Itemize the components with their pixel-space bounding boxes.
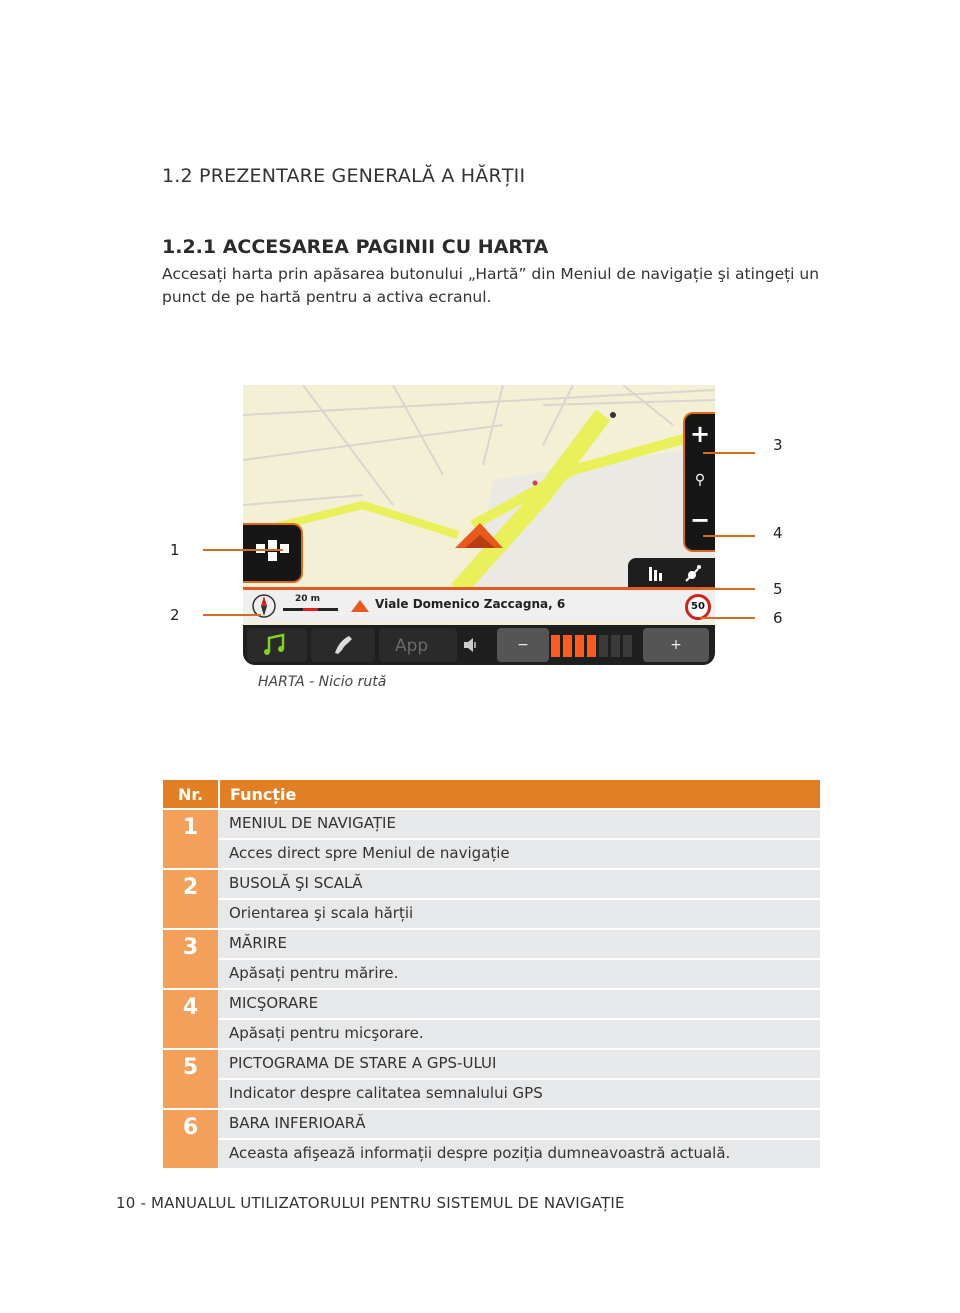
- intro-paragraph: Accesați harta prin apăsarea butonului „Hartă” din Meniul de navigație şi atingeți un punct de pe hartă pentru a activa ecranul.: [162, 265, 820, 306]
- row-number: 4: [163, 988, 218, 1048]
- row-number: 2: [163, 868, 218, 928]
- callout-line: [700, 617, 755, 619]
- street-name: Viale Domenico Zaccagna, 6: [375, 597, 566, 611]
- function-table: [163, 780, 820, 1168]
- row-function-desc: Orientarea şi scala hărții: [218, 898, 820, 928]
- row-function-desc: Acces direct spre Meniul de navigație: [218, 838, 820, 868]
- section-title: 1.2 PREZENTARE GENERALĂ A HĂRȚII: [162, 165, 526, 187]
- zoom-in-button[interactable]: +: [689, 420, 711, 448]
- table-row: [163, 928, 820, 988]
- callout-line: [700, 588, 755, 590]
- header-number: Nr.: [163, 780, 220, 808]
- row-function-desc: Indicator despre calitatea semnalului GPS: [218, 1078, 820, 1108]
- row-number: 3: [163, 928, 218, 988]
- table-row: [163, 988, 820, 1048]
- heading-arrow-icon: [351, 600, 369, 612]
- table-row: [163, 808, 820, 868]
- table-row: [163, 868, 820, 928]
- satellite-icon[interactable]: [686, 565, 701, 581]
- row-function-desc: Aceasta afişează informații despre poziția dumneavoastră actuală.: [218, 1138, 820, 1168]
- row-function-name: MENIUL DE NAVIGAȚIE: [218, 808, 820, 838]
- system-bar: [243, 625, 715, 665]
- row-number: 5: [163, 1048, 218, 1108]
- header-function: Funcție: [230, 785, 297, 804]
- callout-number: 6: [773, 609, 783, 627]
- speed-limit-sign: 50: [685, 594, 711, 620]
- row-function-name: BUSOLĂ ŞI SCALĂ: [218, 868, 820, 898]
- callout-line: [703, 452, 755, 454]
- gps-status-strip: [628, 558, 715, 588]
- row-function-desc: Apăsați pentru mărire.: [218, 958, 820, 988]
- poi-marker: [610, 412, 616, 418]
- scale-label: 20 m: [295, 594, 321, 604]
- callout-number: 4: [773, 524, 783, 542]
- gps-signal-icon[interactable]: [649, 567, 662, 581]
- callout-line: [703, 535, 755, 537]
- scale-bar: [283, 607, 343, 613]
- row-function-name: BARA INFERIOARĂ: [218, 1108, 820, 1138]
- row-function-name: MICŞORARE: [218, 988, 820, 1018]
- app-button-label: App: [395, 636, 429, 656]
- table-header: [163, 780, 820, 808]
- page-footer: 10 - MANUALUL UTILIZATORULUI PENTRU SISTEMUL DE NAVIGAȚIE: [116, 1194, 625, 1212]
- navigation-menu-button[interactable]: [243, 523, 303, 583]
- figure-caption: HARTA - Nicio rută: [258, 674, 387, 690]
- phone-icon: [311, 628, 375, 662]
- poi-marker: [533, 481, 538, 486]
- speaker-icon: [463, 636, 479, 654]
- navigation-screen: [243, 385, 715, 665]
- zoom-out-button[interactable]: −: [689, 506, 711, 534]
- table-row: [163, 1108, 820, 1168]
- callout-number: 3: [773, 436, 783, 454]
- music-note-icon: [247, 628, 307, 662]
- row-function-desc: Apăsați pentru micşorare.: [218, 1018, 820, 1048]
- subsection-title: 1.2.1 ACCESAREA PAGINII CU HARTA: [162, 236, 549, 258]
- phone-button[interactable]: [311, 628, 375, 662]
- menu-grid-icon: [243, 525, 301, 581]
- table-row: [163, 1048, 820, 1108]
- music-button[interactable]: [247, 628, 307, 662]
- zoom-panel: [683, 412, 715, 552]
- callout-number: 1: [170, 541, 180, 559]
- row-function-name: MĂRIRE: [218, 928, 820, 958]
- row-number: 6: [163, 1108, 218, 1168]
- volume-up-button[interactable]: +: [643, 628, 709, 662]
- callout-number: 2: [170, 606, 180, 624]
- bottom-info-bar: [243, 590, 715, 622]
- row-number: 1: [163, 808, 218, 868]
- volume-level-bar[interactable]: [551, 635, 641, 657]
- callout-line: [203, 614, 261, 616]
- row-function-name: PICTOGRAMA DE STARE A GPS-ULUI: [218, 1048, 820, 1078]
- volume-down-button[interactable]: −: [497, 628, 549, 662]
- callout-line: [203, 549, 283, 551]
- callout-number: 5: [773, 580, 783, 598]
- magnifier-icon: ⚲: [694, 472, 706, 488]
